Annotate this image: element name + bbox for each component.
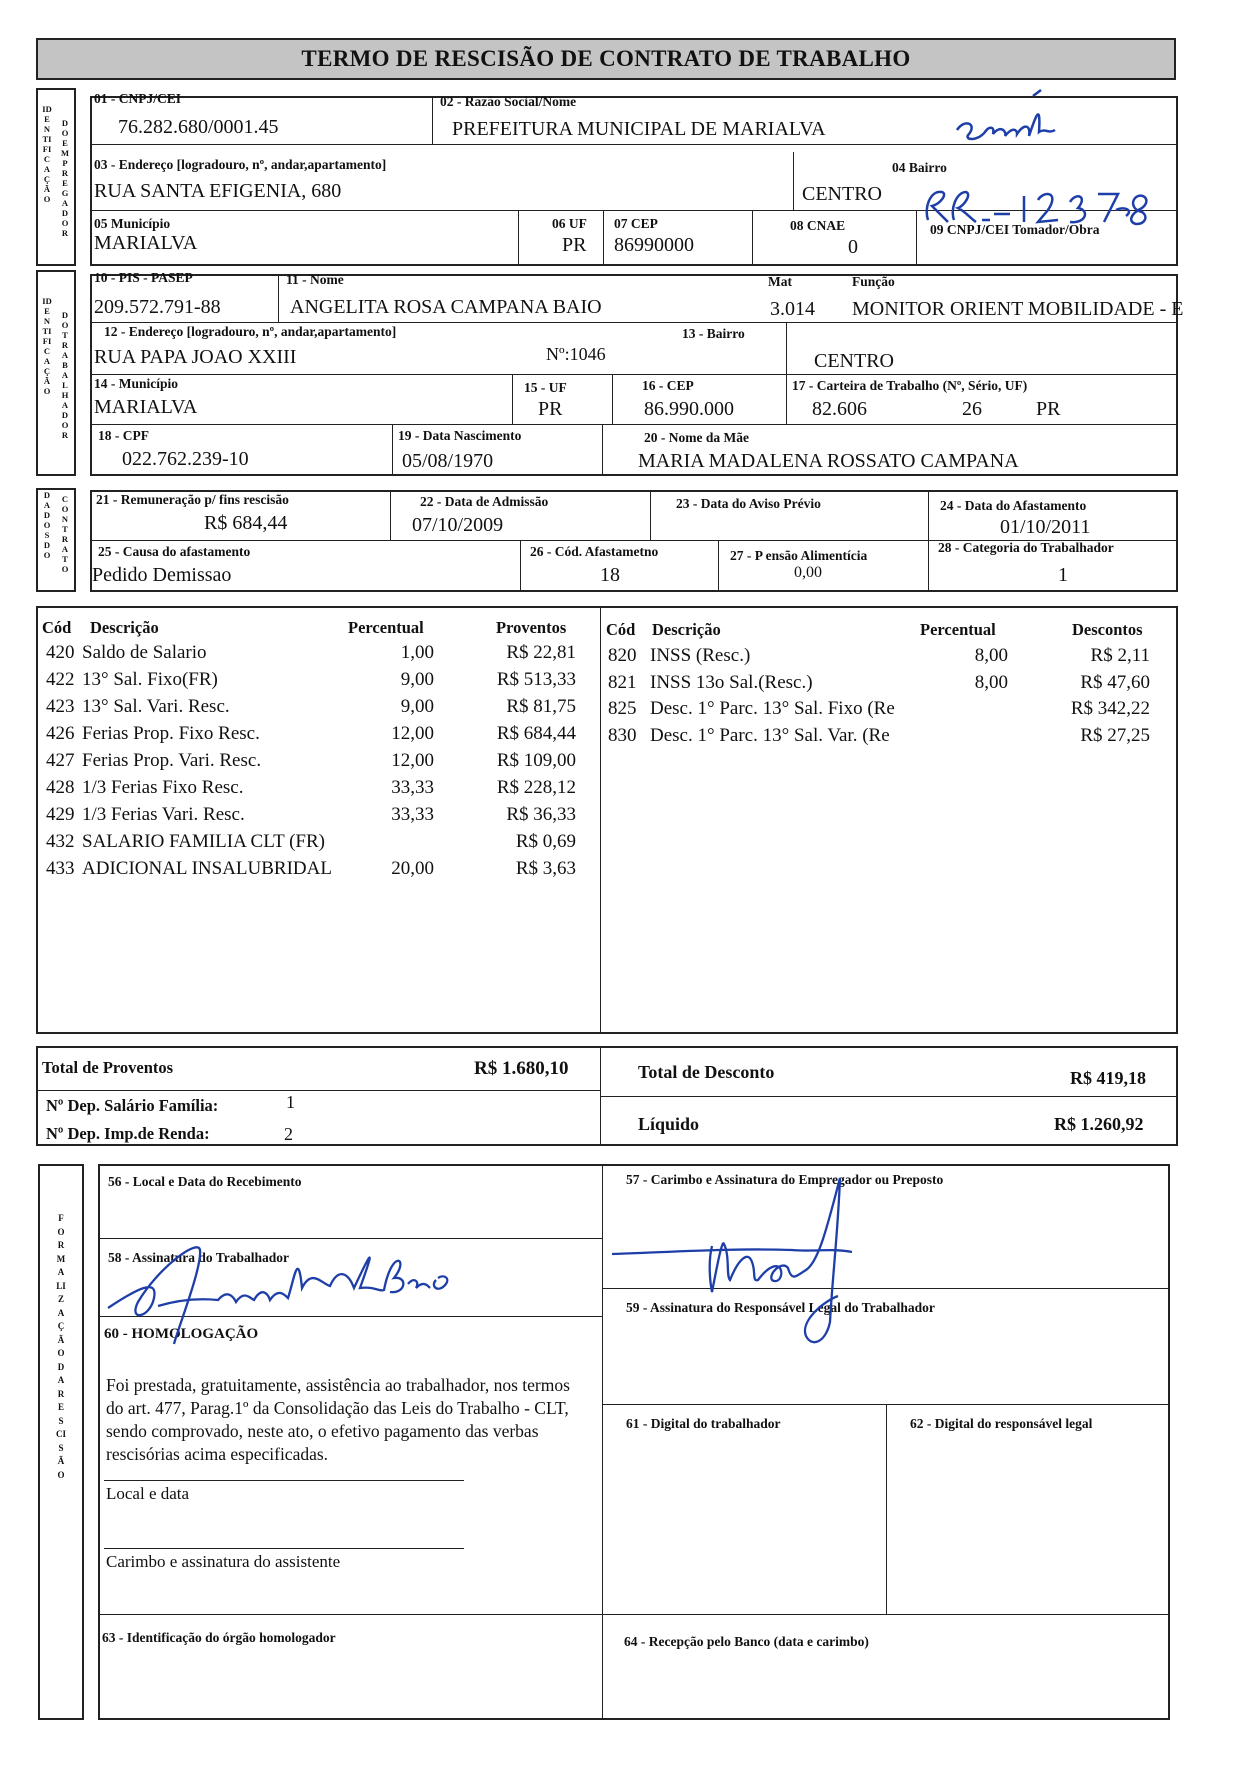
proventos-row (46, 723, 578, 747)
descontos-row (608, 645, 1150, 669)
causa-value: Pedido Demissao (92, 564, 232, 586)
proventos-cod: 427 (46, 750, 75, 771)
homologacao-text: Foi prestada, gratuitamente, assistência ao trabalhador, nos termos do art. 477, Parag.1º da Consolidação das Leis do Trabalho - CLT, sendo comprovado, neste ato, o efetivo pagamento das verbas rescisórias acima especificadas. (106, 1375, 570, 1464)
aviso-previo-label: 23 - Data do Aviso Prévio (676, 496, 821, 511)
total-proventos-label: Total de Proventos (42, 1058, 174, 1077)
proventos-desc: ADICIONAL INSALUBRIDAL (82, 858, 332, 879)
assinatura-trabalhador-label: 58 - Assinatura do Trabalhador (108, 1250, 290, 1265)
bairro-empregador-label: 04 Bairro (892, 160, 947, 175)
descontos-val: R$ 342,22 (1070, 698, 1150, 719)
proventos-desc: Saldo de Salario (82, 642, 207, 663)
descontos-row (608, 698, 1150, 722)
descontos-val: R$ 27,25 (1080, 724, 1150, 746)
cep-empregador-value: 86990000 (614, 234, 694, 256)
descontos-header-descricao: Descrição (652, 620, 721, 639)
proventos-cod: 432 (46, 831, 75, 852)
nome-mae-value: MARIA MADALENA ROSSATO CAMPANA (638, 450, 1019, 472)
dep-imp-renda-label: Nº Dep. Imp.de Renda: (46, 1124, 210, 1143)
proventos-row (46, 696, 578, 720)
descontos-desc: Desc. 1° Parc. 13° Sal. Var. (Re (650, 724, 890, 746)
proventos-pct: 12,00 (391, 723, 434, 744)
descontos-header-percentual: Percentual (920, 620, 996, 639)
proventos-cod: 433 (46, 858, 75, 879)
cod-afastamento-label: 26 - Cód. Afastametno (530, 544, 659, 559)
municipio-trabalhador-label: 14 - Município (94, 376, 179, 391)
descontos-cod: 825 (608, 698, 637, 719)
municipio-empregador-value: MARIALVA (94, 232, 198, 254)
afastamento-label: 24 - Data do Afastamento (940, 498, 1087, 513)
pensao-label: 27 - P ensão Alimentícia (730, 548, 868, 563)
bairro-trabalhador-value: CENTRO (814, 350, 894, 372)
proventos-pct: 9,00 (400, 696, 434, 717)
descontos-cod: 821 (608, 671, 637, 693)
descontos-row (608, 672, 1150, 696)
dep-imp-renda-value: 2 (284, 1124, 293, 1144)
proventos-row (46, 777, 578, 801)
ctps-uf-value: PR (1036, 398, 1061, 420)
cod-afastamento-value: 18 (600, 564, 620, 586)
proventos-val: R$ 109,00 (496, 750, 576, 771)
total-desconto-value: R$ 419,18 (1070, 1068, 1146, 1088)
orgao-homologador-label: 63 - Identificação do órgão homologador (102, 1630, 336, 1645)
pis-value: 209.572.791-88 (94, 296, 221, 318)
uf-trabalhador-value: PR (538, 398, 563, 420)
descontos-cod: 830 (608, 724, 637, 746)
proventos-desc: 1/3 Ferias Fixo Resc. (82, 777, 244, 798)
pensao-value: 0,00 (794, 564, 822, 581)
descontos-desc: INSS 13o Sal.(Resc.) (650, 671, 813, 693)
handwritten-note-saude (955, 88, 1085, 153)
municipio-empregador-label: 05 Município (94, 216, 171, 231)
side-label-identificacao-2: IDENTIFICAÇÃO (42, 296, 52, 396)
nascimento-value: 05/08/1970 (402, 450, 494, 472)
digital-responsavel-label: 62 - Digital do responsável legal (910, 1416, 1093, 1431)
mat-value: 3.014 (770, 298, 815, 320)
proventos-pct: 9,00 (400, 669, 434, 690)
proventos-pct: 33,33 (391, 804, 434, 825)
proventos-cod: 422 (46, 669, 75, 690)
funcao-label: Função (852, 274, 895, 289)
proventos-row (46, 804, 578, 828)
proventos-desc: Ferias Prop. Vari. Resc. (82, 750, 262, 771)
tomador-label: 09 CNPJ/CEI Tomador/Obra (930, 222, 1100, 237)
endereco-empregador-value: RUA SANTA EFIGENIA, 680 (94, 180, 342, 202)
categoria-value: 1 (1058, 564, 1068, 586)
admissao-label: 22 - Data de Admissão (420, 494, 549, 509)
proventos-pct: 33,33 (391, 777, 434, 798)
recepcao-banco-label: 64 - Recepção pelo Banco (data e carimbo) (624, 1634, 869, 1649)
cnae-value: 0 (848, 236, 858, 258)
proventos-row (46, 642, 578, 666)
endereco-empregador-label: 03 - Endereço [logradouro, nº, andar,apartamento] (94, 157, 387, 172)
liquido-label: Líquido (638, 1114, 700, 1134)
proventos-pct: 20,00 (391, 858, 434, 879)
proventos-val: R$ 36,33 (506, 804, 576, 825)
uf-empregador-label: 06 UF (552, 216, 587, 231)
proventos-val: R$ 81,75 (506, 696, 576, 717)
ctps-numero-value: 82.606 (812, 398, 867, 420)
proventos-row (46, 669, 578, 693)
uf-empregador-value: PR (562, 234, 587, 256)
nome-value: ANGELITA ROSA CAMPANA BAIO (290, 296, 602, 318)
cnpj-label: 01 - CNPJ/CEI (94, 91, 181, 106)
proventos-desc: 13° Sal. Fixo(FR) (82, 669, 218, 690)
funcao-value: MONITOR ORIENT MOBILIDADE - E (852, 298, 1184, 320)
razao-social-label: 02 - Razão Social/Nome (440, 94, 577, 109)
afastamento-value: 01/10/2011 (1000, 516, 1091, 538)
uf-trabalhador-label: 15 - UF (524, 380, 567, 395)
descontos-cod: 820 (608, 645, 637, 666)
side-label-contrato: CONTRATO (61, 494, 69, 574)
cnpj-value: 76.282.680/0001.45 (118, 116, 279, 138)
descontos-row (608, 725, 1150, 749)
proventos-cod: 420 (46, 642, 75, 663)
proventos-header-percentual: Percentual (348, 618, 424, 637)
homologacao-label: 60 - HOMOLOGAÇÃO (104, 1326, 259, 1342)
side-label-dados: DADOS DO (43, 490, 51, 560)
proventos-val: R$ 22,81 (506, 642, 576, 663)
side-label-formalizacao: FORMALIZAÇÃO DA RESCISÃO (56, 1213, 67, 1480)
descontos-pct: 8,00 (974, 645, 1008, 666)
proventos-row (46, 750, 578, 774)
proventos-val: R$ 684,44 (496, 723, 576, 744)
proventos-row (46, 858, 578, 882)
side-label-empregador: DO EMPREGADOR (60, 118, 70, 238)
proventos-desc: SALARIO FAMILIA CLT (FR) (82, 831, 325, 852)
proventos-row (46, 831, 578, 855)
local-data-recebimento-label: 56 - Local e Data do Recebimento (108, 1174, 302, 1189)
responsavel-legal-label: 59 - Assinatura do Responsável Legal do Trabalhador (626, 1300, 935, 1315)
descontos-pct: 8,00 (974, 671, 1008, 693)
proventos-cod: 426 (46, 723, 75, 744)
proventos-val: R$ 513,33 (496, 669, 576, 690)
pis-label: 10 - PIS - PASEP (94, 270, 193, 285)
proventos-cod: 429 (46, 804, 75, 825)
proventos-val: R$ 228,12 (496, 777, 576, 798)
liquido-value: R$ 1.260,92 (1054, 1114, 1144, 1134)
cep-trabalhador-label: 16 - CEP (642, 378, 694, 393)
endereco-trabalhador-label: 12 - Endereço [logradouro, nº, andar,apartamento] (104, 324, 397, 339)
endereco-trabalhador-value: RUA PAPA JOAO XXIII (94, 346, 297, 368)
causa-label: 25 - Causa do afastamento (98, 544, 251, 559)
numero-trabalhador-value: Nº:1046 (546, 344, 606, 364)
proventos-cod: 428 (46, 777, 75, 798)
proventos-desc: 1/3 Ferias Vari. Resc. (82, 804, 245, 825)
worker-signature (98, 1228, 478, 1363)
descontos-val: R$ 2,11 (1090, 645, 1150, 666)
total-desconto-label: Total de Desconto (638, 1062, 775, 1082)
cnae-label: 08 CNAE (790, 218, 846, 233)
cep-trabalhador-value: 86.990.000 (644, 398, 734, 420)
ctps-label: 17 - Carteira de Trabalho (Nº, Sério, UF) (792, 378, 1028, 393)
bairro-empregador-value: CENTRO (802, 183, 882, 205)
admissao-value: 07/10/2009 (412, 514, 504, 536)
carimbo-assistente-label: Carimbo e assinatura do assistente (106, 1552, 341, 1571)
document-title: TERMO DE RESCISÃO DE CONTRATO DE TRABALHO (36, 38, 1176, 80)
proventos-header-descricao: Descrição (90, 618, 159, 637)
employer-signature (612, 1172, 912, 1367)
side-label-trabalhador: DO TRABALHADOR (61, 310, 69, 440)
descontos-val: R$ 47,60 (1080, 671, 1150, 693)
descontos-desc: INSS (Resc.) (650, 645, 751, 666)
proventos-desc: 13° Sal. Vari. Resc. (82, 696, 230, 717)
dep-salario-familia-label: Nº Dep. Salário Família: (46, 1096, 219, 1115)
nome-label: 11 - Nome (286, 272, 344, 287)
total-proventos-value: R$ 1.680,10 (474, 1058, 569, 1079)
side-label-identificacao-1: IDENTIFICAÇÃO (42, 104, 52, 204)
cpf-label: 18 - CPF (98, 428, 149, 443)
nascimento-label: 19 - Data Nascimento (398, 428, 522, 443)
proventos-cod: 423 (46, 696, 75, 717)
bairro-trabalhador-label: 13 - Bairro (682, 326, 745, 341)
mat-label: Mat (768, 274, 792, 289)
proventos-desc: Ferias Prop. Fixo Resc. (82, 723, 260, 744)
remuneracao-label: 21 - Remuneração p/ fins rescisão (96, 492, 289, 507)
proventos-pct: 12,00 (391, 750, 434, 771)
digital-trabalhador-label: 61 - Digital do trabalhador (626, 1416, 781, 1431)
proventos-header-cod: Cód (42, 618, 72, 637)
cpf-value: 022.762.239-10 (122, 448, 249, 470)
cep-empregador-label: 07 CEP (614, 216, 658, 231)
ctps-serie-value: 26 (962, 398, 982, 420)
nome-mae-label: 20 - Nome da Mãe (644, 430, 749, 445)
dep-salario-familia-value: 1 (286, 1092, 295, 1112)
descontos-header-cod: Cód (606, 620, 636, 639)
categoria-label: 28 - Categoria do Trabalhador (938, 540, 1114, 555)
remuneracao-value: R$ 684,44 (204, 512, 288, 534)
proventos-pct: 1,00 (400, 642, 434, 663)
proventos-val: R$ 3,63 (515, 858, 576, 879)
descontos-desc: Desc. 1° Parc. 13° Sal. Fixo (Re (650, 698, 895, 719)
handwritten-code-re (920, 180, 1150, 235)
local-e-data-label: Local e data (106, 1484, 190, 1503)
proventos-header-proventos: Proventos (496, 618, 567, 637)
assinatura-empregador-label: 57 - Carimbo e Assinatura do Empregador ou Preposto (626, 1172, 944, 1187)
proventos-val: R$ 0,69 (515, 831, 576, 852)
descontos-header-descontos: Descontos (1072, 620, 1143, 639)
razao-social-value: PREFEITURA MUNICIPAL DE MARIALVA (452, 118, 826, 140)
municipio-trabalhador-value: MARIALVA (94, 396, 198, 418)
